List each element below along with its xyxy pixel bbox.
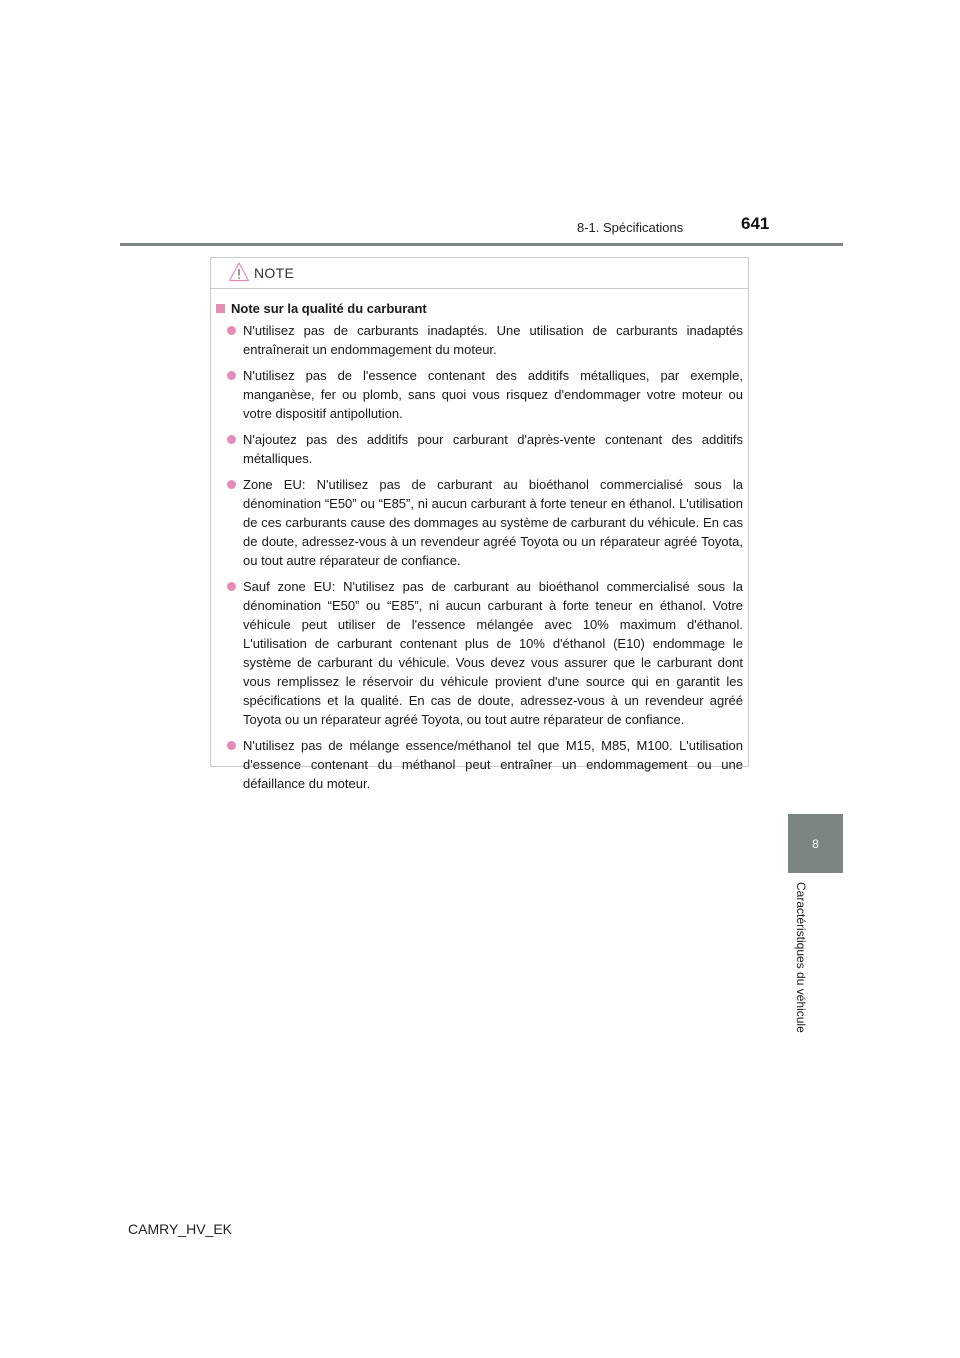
bullet-dot-icon <box>227 480 236 489</box>
square-bullet-icon <box>216 304 225 313</box>
note-header <box>211 258 748 289</box>
chapter-title: Caractéristiques du véhicule <box>794 882 808 1033</box>
list-item <box>227 430 743 468</box>
chapter-number: 8 <box>812 836 819 851</box>
bullet-dot-icon <box>227 741 236 750</box>
page-number: 641 <box>741 214 770 233</box>
header-divider <box>120 243 843 246</box>
warning-icon <box>228 261 250 283</box>
item-text: N'utilisez pas de carburants inadaptés. Une utilisation de carburants inadaptés entraînerait un endommagement du moteur. <box>243 323 743 357</box>
bullet-dot-icon <box>227 371 236 380</box>
list-item <box>227 321 743 359</box>
chapter-tab[interactable] <box>788 814 843 873</box>
list-item <box>227 577 743 729</box>
note-title: NOTE <box>254 265 295 281</box>
heading-text: Note sur la qualité du carburant <box>231 301 427 316</box>
section-title: 8-1. Spécifications <box>577 220 684 235</box>
note-box <box>210 257 749 791</box>
section-heading <box>216 301 427 316</box>
list-item <box>227 366 743 423</box>
item-text: Zone EU: N'utilisez pas de carburant au bioéthanol commercialisé sous la dénomination “E50” ou “E85”, ni aucun carburant à forte teneur en éthanol. L'utilisation de ces carburants cause des dommages au système de carburant du véhicule. En cas de doute, adressez-vous à un revendeur agréé Toyota ou un réparateur agréé Toyota, ou tout autre réparateur de confiance. <box>243 477 743 568</box>
list-item <box>227 736 743 793</box>
item-text: Sauf zone EU: N'utilisez pas de carburant au bioéthanol commercialisé sous la dénomination “E50” ou “E85”, ni aucun carburant à forte teneur en éthanol. Votre véhicule peut utiliser de l'essence mélangée avec 10% maximum d'éthanol. L'utilisation de carburant contenant plus de 10% d'éthanol (E10) endommage le système de carburant du véhicule. Vous devez vous assurer que le carburant dont vous remplissez le réservoir du véhicule provient d'une source qui en garantit les spécifications et la qualité. En cas de doute, adressez-vous à un revendeur agréé Toyota ou un réparateur agréé Toyota, ou tout autre réparateur de confiance. <box>243 579 743 727</box>
bullet-dot-icon <box>227 582 236 591</box>
bullet-dot-icon <box>227 326 236 335</box>
bullet-dot-icon <box>227 435 236 444</box>
item-text: N'ajoutez pas des additifs pour carburant d'après-vente contenant des additifs métalliques. <box>243 432 743 466</box>
item-text: N'utilisez pas de mélange essence/méthanol tel que M15, M85, M100. L'utilisation d'essence contenant du méthanol peut entraîner un endommagement ou une défaillance du moteur. <box>243 738 743 791</box>
bullet-list <box>227 321 743 800</box>
item-text: N'utilisez pas de l'essence contenant des additifs métalliques, par exemple, manganèse, fer ou plomb, sans quoi vous risquez d'endommager votre moteur ou votre dispositif antipollution. <box>243 368 743 421</box>
model-code: CAMRY_HV_EK <box>128 1221 233 1237</box>
list-item <box>227 475 743 570</box>
